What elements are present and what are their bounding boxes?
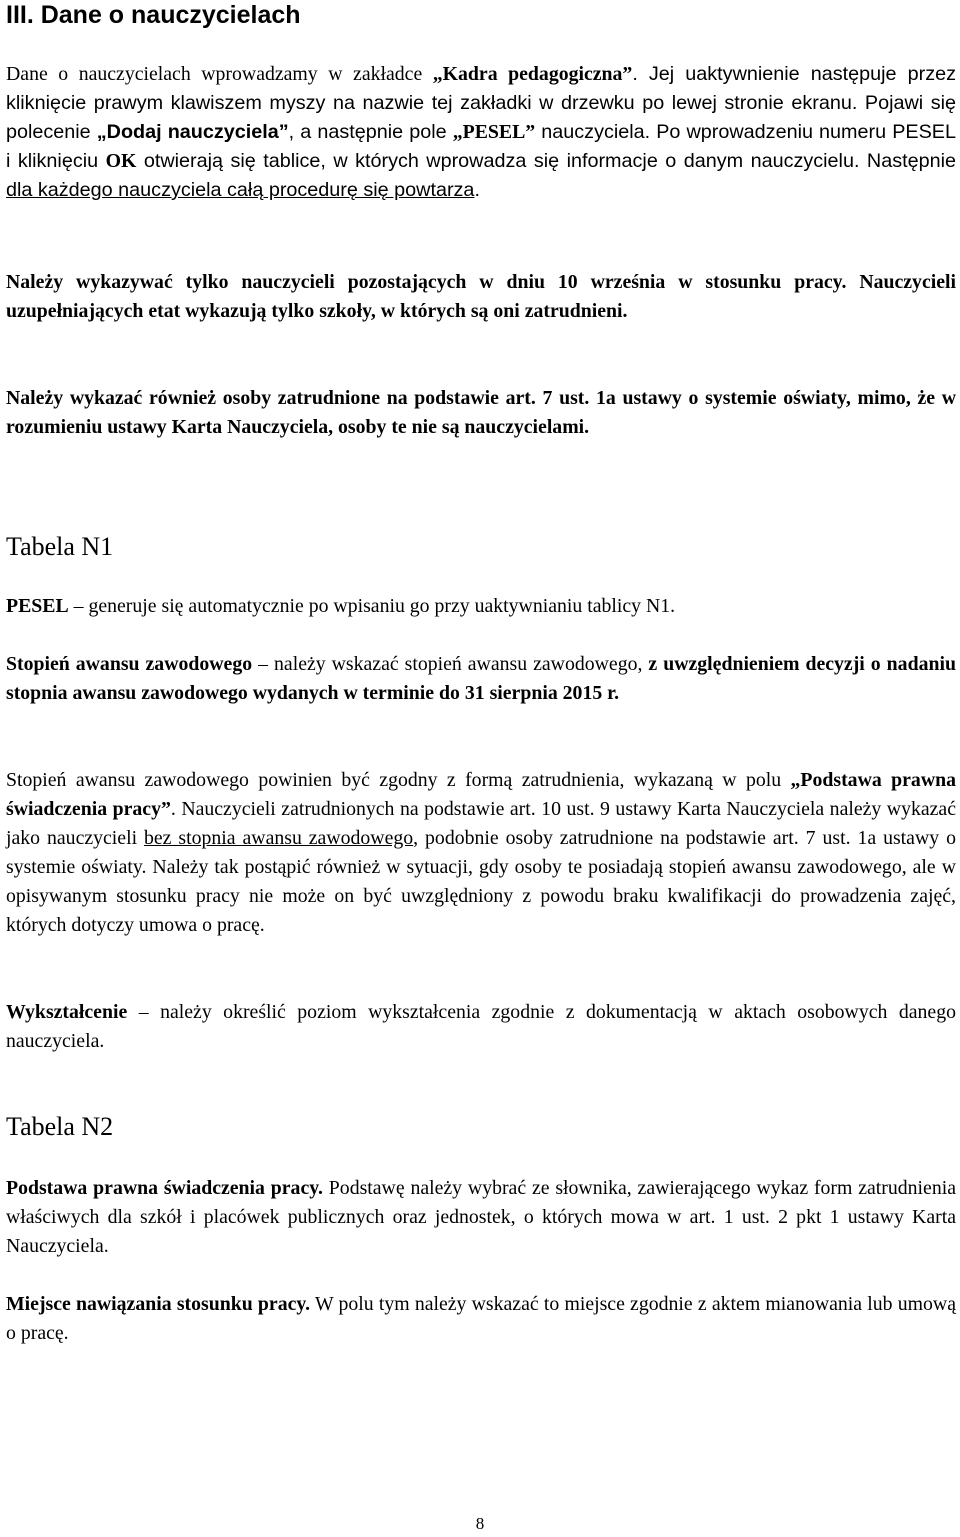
note-active-teachers: Należy wykazywać tylko nauczycieli pozostających w dniu 10 września w stosunku pracy. Nauczycieli uzupełniających etat wykazują tylko szkoły, w których są oni zatrudnieni.	[6, 271, 956, 322]
stopien-details-paragraph: Stopień awansu zawodowego powinien być zgodny z formą zatrudnienia, wykazaną w polu „Podstawa prawna świadczenia pracy”. Nauczycieli zatrudnionych na podstawie art. 10 ust. 9 ustawy Karta Nauczyciela należy wykazać jako nauczycieli bez stopnia awansu zawodowego, podobnie osoby zatrudnione na podstawie art. 7 ust. 1a ustawy o systemie oświaty. Należy tak postąpić również w sytuacji, gdy osoby te posiadają stopień awansu zawodowego, ale w opisywanym stosunku pracy nie może on być uwzględniony z powodu braku kwalifikacji do prowadzenia zajęć, których dotyczy umowa o pracę.	[6, 769, 956, 936]
stopien-paragraph: Stopień awansu zawodowego – należy wskazać stopień awansu zawodowego, z uwzględnieniem decyzji o nadaniu stopnia awansu zawodowego wydanych w terminie do 31 sierpnia 2015 r.	[6, 653, 956, 704]
intro-paragraph: Dane o nauczycielach wprowadzamy w zakładce „Kadra pedagogiczna”. Jej uaktywnienie następuje przez kliknięcie prawym klawiszem myszy na nazwie tej zakładki w drzewku po lewej stronie ekranu. Pojawi się polecenie „Dodaj nauczyciela”, a następnie pole „PESEL” nauczyciela. Po wprowadzeniu numeru PESEL i kliknięciu OK otwierają się tablice, w których wprowadza się informacje o danym nauczycielu. Następnie dla każdego nauczyciela całą procedurę się powtarza.	[6, 63, 956, 201]
podstawa-paragraph: Podstawa prawna świadczenia pracy. Podstawę należy wybrać ze słownika, zawierającego wykaz form zatrudnienia właściwych dla szkół i placówek publicznych oraz jednostek, o których mowa w art. 1 ust. 2 pkt 1 ustawy Karta Nauczyciela.	[6, 1177, 956, 1257]
note-art7-persons: Należy wykazać również osoby zatrudnione na podstawie art. 7 ust. 1a ustawy o systemie oświaty, mimo, że w rozumieniu ustawy Karta Nauczyciela, osoby te nie są nauczycielami.	[6, 387, 956, 438]
section-title: III. Dane o nauczycielach	[6, 1, 301, 29]
tabela-n2-title: Tabela N2	[6, 1112, 114, 1141]
pesel-paragraph: PESEL – generuje się automatycznie po wpisaniu go przy uaktywnianiu tablicy N1.	[6, 595, 676, 617]
page-number: 8	[475, 1514, 485, 1533]
miejsce-paragraph: Miejsce nawiązania stosunku pracy. W polu tym należy wskazać to miejsce zgodnie z aktem mianowania lub umową o pracę.	[6, 1293, 956, 1344]
tabela-n1-title: Tabela N1	[6, 532, 114, 561]
wyksztalcenie-paragraph: Wykształcenie – należy określić poziom wykształcenia zgodnie z dokumentacją w aktach osobowych danego nauczyciela.	[6, 1001, 956, 1052]
